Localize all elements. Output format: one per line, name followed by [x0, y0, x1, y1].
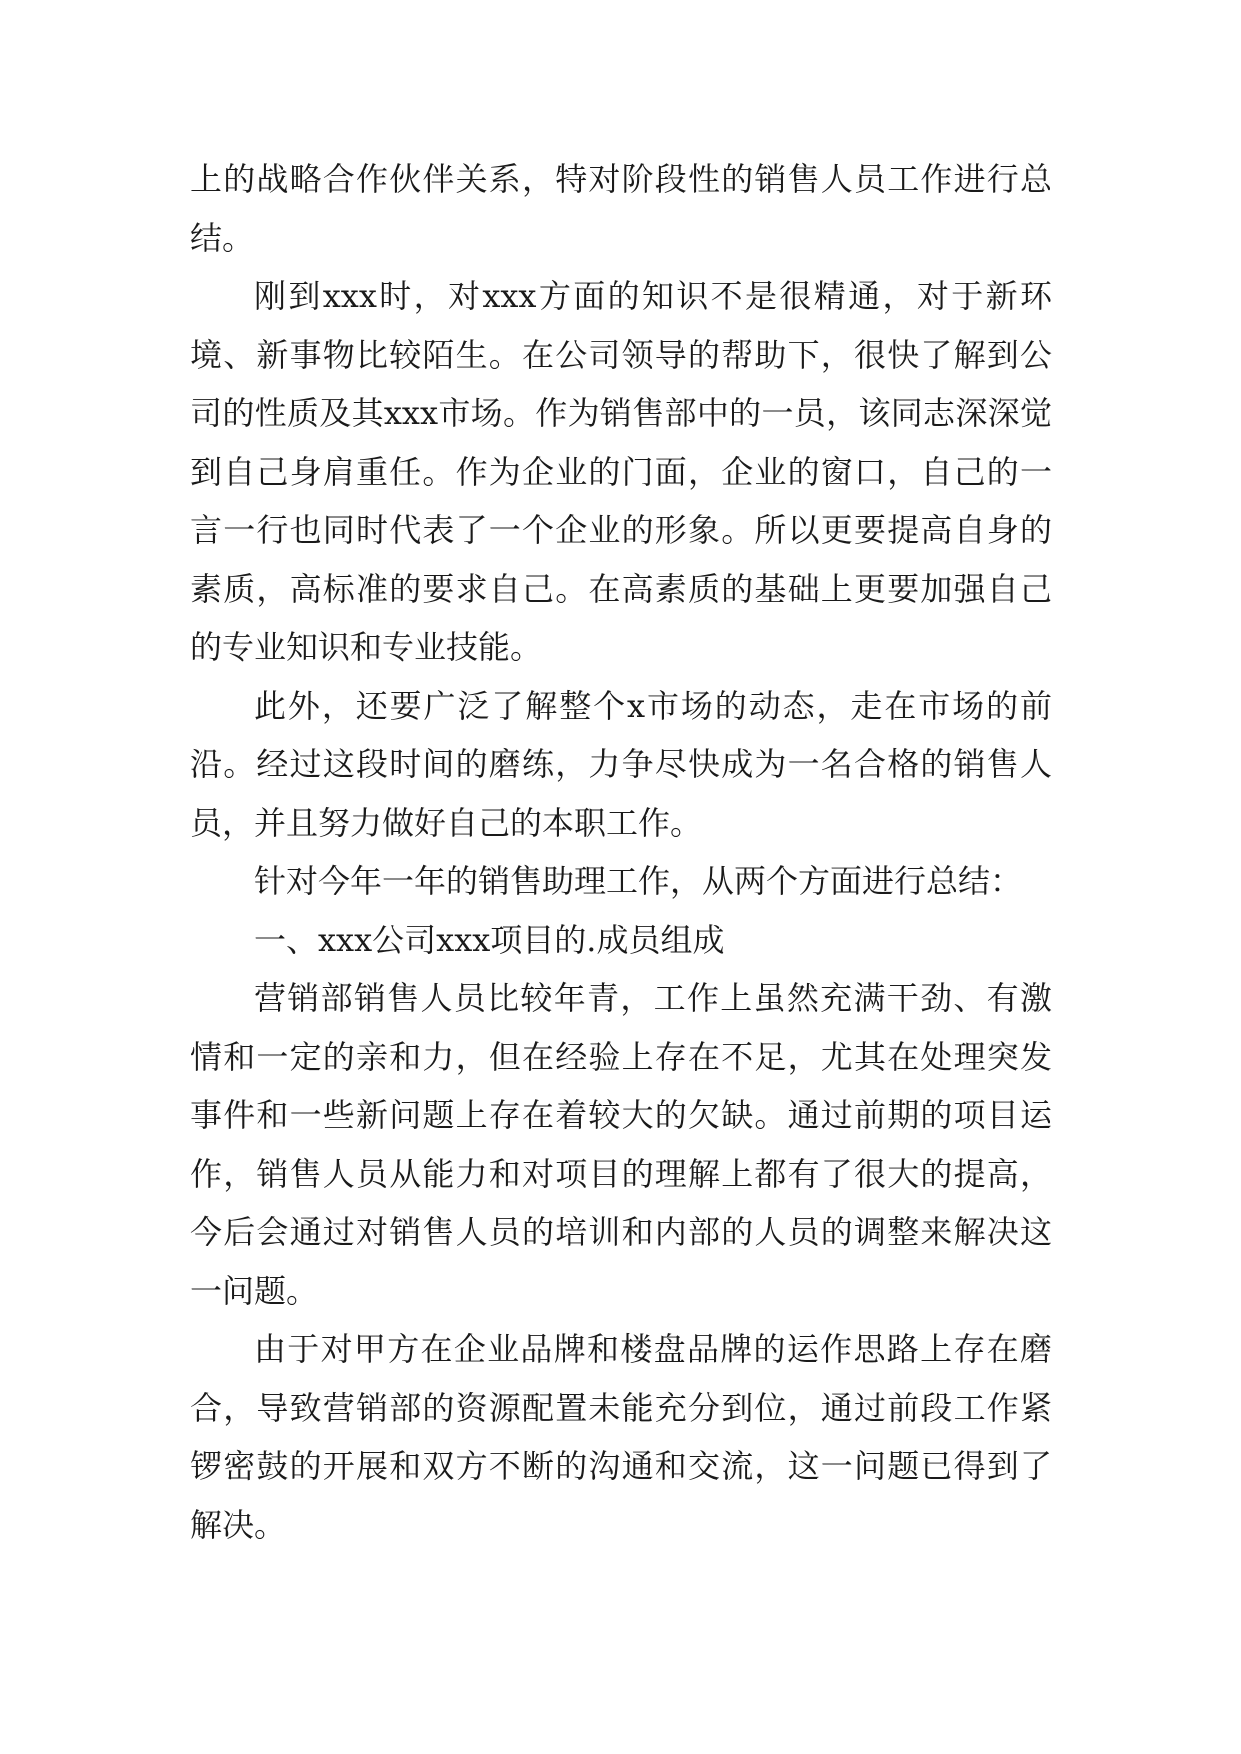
document-body [190, 150, 1052, 1554]
paragraph-continuation: 上的战略合作伙伴关系，特对阶段性的销售人员工作进行总结。 [190, 160, 1052, 257]
paragraph-sales-team: 营销部销售人员比较年青，工作上虽然充满干劲、有激情和一定的亲和力，但在经验上存在不足，尤其在处理突发事件和一些新问题上存在着较大的欠缺。通过前期的项目运作，销售人员从能力和对项目的理解上都有了很大的提高，今后会通过对销售人员的培训和内部的人员的调整来解决这一问题。 [190, 979, 1052, 1310]
paragraph-market-dynamics: 此外，还要广泛了解整个x市场的动态，走在市场的前沿。经过这段时间的磨练，力争尽快成为一名合格的销售人员，并且努力做好自己的本职工作。 [190, 686, 1052, 842]
section-heading-team-composition: 一、xxx公司xxx项目的.成员组成 [254, 920, 725, 959]
paragraph-new-environment: 刚到xxx时，对xxx方面的知识不是很精通，对于新环境、新事物比较陌生。在公司领导的帮助下，很快了解到公司的性质及其xxx市场。作为销售部中的一员，该同志深深觉到自己身肩重任。作为企业的门面，企业的窗口，自己的一言一行也同时代表了一个企业的形象。所以更要提高自身的素质，高标准的要求自己。在高素质的基础上更要加强自己的专业知识和专业技能。 [190, 277, 1052, 666]
paragraph-summary-intro: 针对今年一年的销售助理工作，从两个方面进行总结： [254, 862, 1023, 900]
paragraph-brand-operation: 由于对甲方在企业品牌和楼盘品牌的运作思路上存在磨合，导致营销部的资源配置未能充分到位，通过前段工作紧锣密鼓的开展和双方不断的沟通和交流，这一问题已得到了解决。 [190, 1330, 1052, 1544]
